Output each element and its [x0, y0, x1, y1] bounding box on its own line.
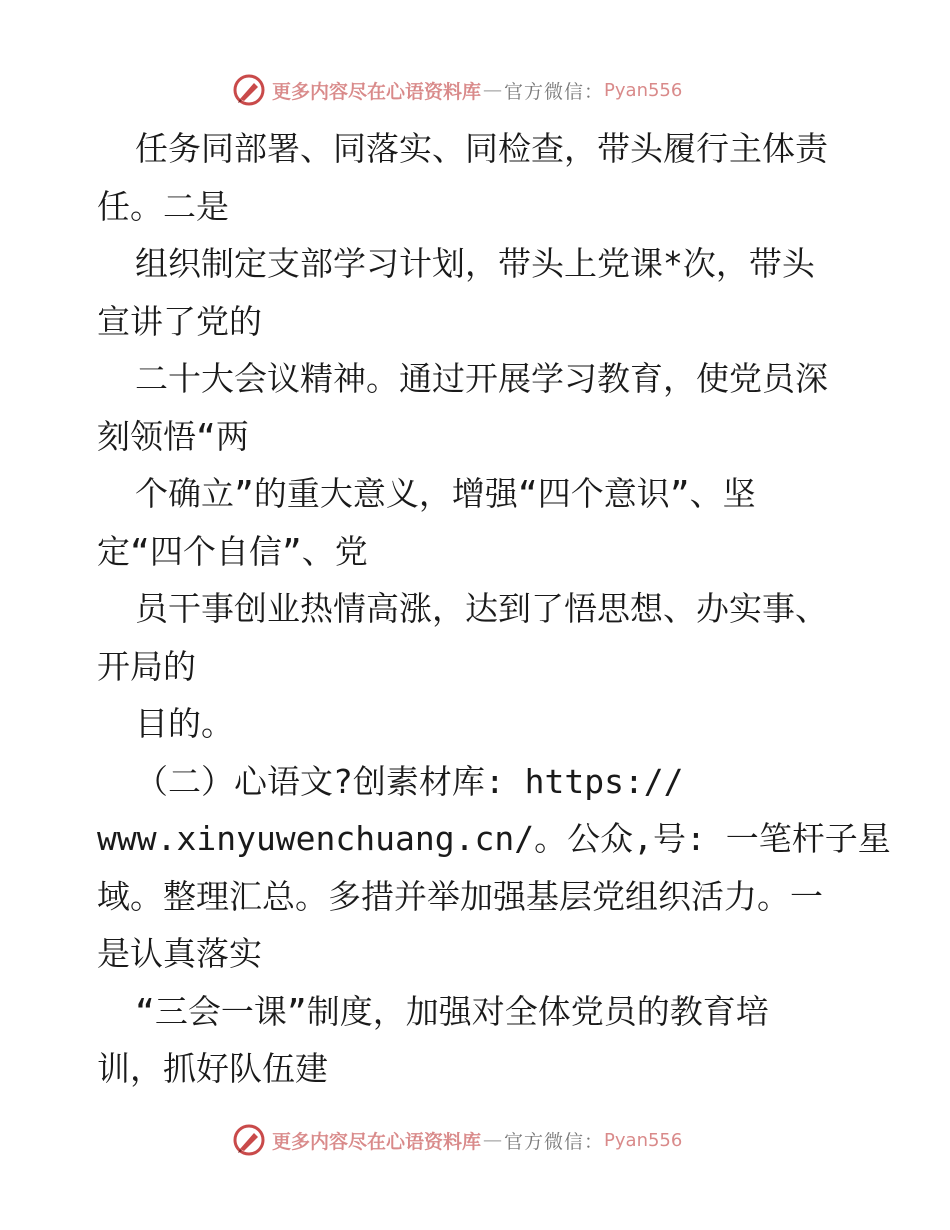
banner-wechat-label: 官方微信：: [504, 1130, 605, 1153]
text-line: 个确立”的重大意义，增强“四个意识”、坚: [135, 474, 756, 513]
text-line: www.xinyuwenchuang.cn/。公众,号: 一笔杆子星: [97, 819, 891, 858]
banner-dash: —: [483, 1129, 503, 1151]
text-line: 二十大会议精神。通过开展学习教育，使党员深: [135, 359, 828, 398]
pen-logo-icon: [232, 73, 266, 107]
banner-dash: —: [483, 79, 503, 101]
pen-logo-icon: [232, 1123, 266, 1157]
text-line: （二）心语文?创素材库: https://: [135, 761, 684, 801]
text-line: 宣讲了党的: [97, 301, 262, 341]
text-line: 刻领悟“两: [97, 416, 249, 456]
banner-wechat-id: Pyan556: [604, 1129, 683, 1151]
text-line: 组织制定支部学习计划，带头上党课*次，带头: [135, 244, 815, 283]
text-line: 任务同部署、同落实、同检查，带头履行主体责: [135, 129, 828, 168]
text-line: 是认真落实: [97, 934, 262, 973]
text-line: “三会一课”制度，加强对全体党员的教育培: [135, 991, 769, 1031]
text-line: 训，抓好队伍建: [97, 1049, 328, 1088]
header-banner: [232, 70, 682, 110]
text-line: 定“四个自信”、党: [97, 531, 368, 571]
body-text: [97, 120, 891, 1098]
text-line: 目的。: [135, 704, 234, 743]
banner-brand: 更多内容尽在心语资料库: [272, 80, 482, 103]
banner-wechat-label: 官方微信：: [504, 80, 605, 103]
text-line: 开局的: [97, 646, 196, 686]
text-line: 任。二是: [97, 186, 229, 226]
footer-banner: [232, 1120, 682, 1160]
banner-brand: 更多内容尽在心语资料库: [272, 1130, 482, 1153]
text-line: 域。整理汇总。多措并举加强基层党组织活力。一: [97, 876, 823, 916]
text-line: 员干事创业热情高涨，达到了悟思想、办实事、: [135, 589, 828, 628]
banner-wechat-id: Pyan556: [604, 79, 683, 101]
